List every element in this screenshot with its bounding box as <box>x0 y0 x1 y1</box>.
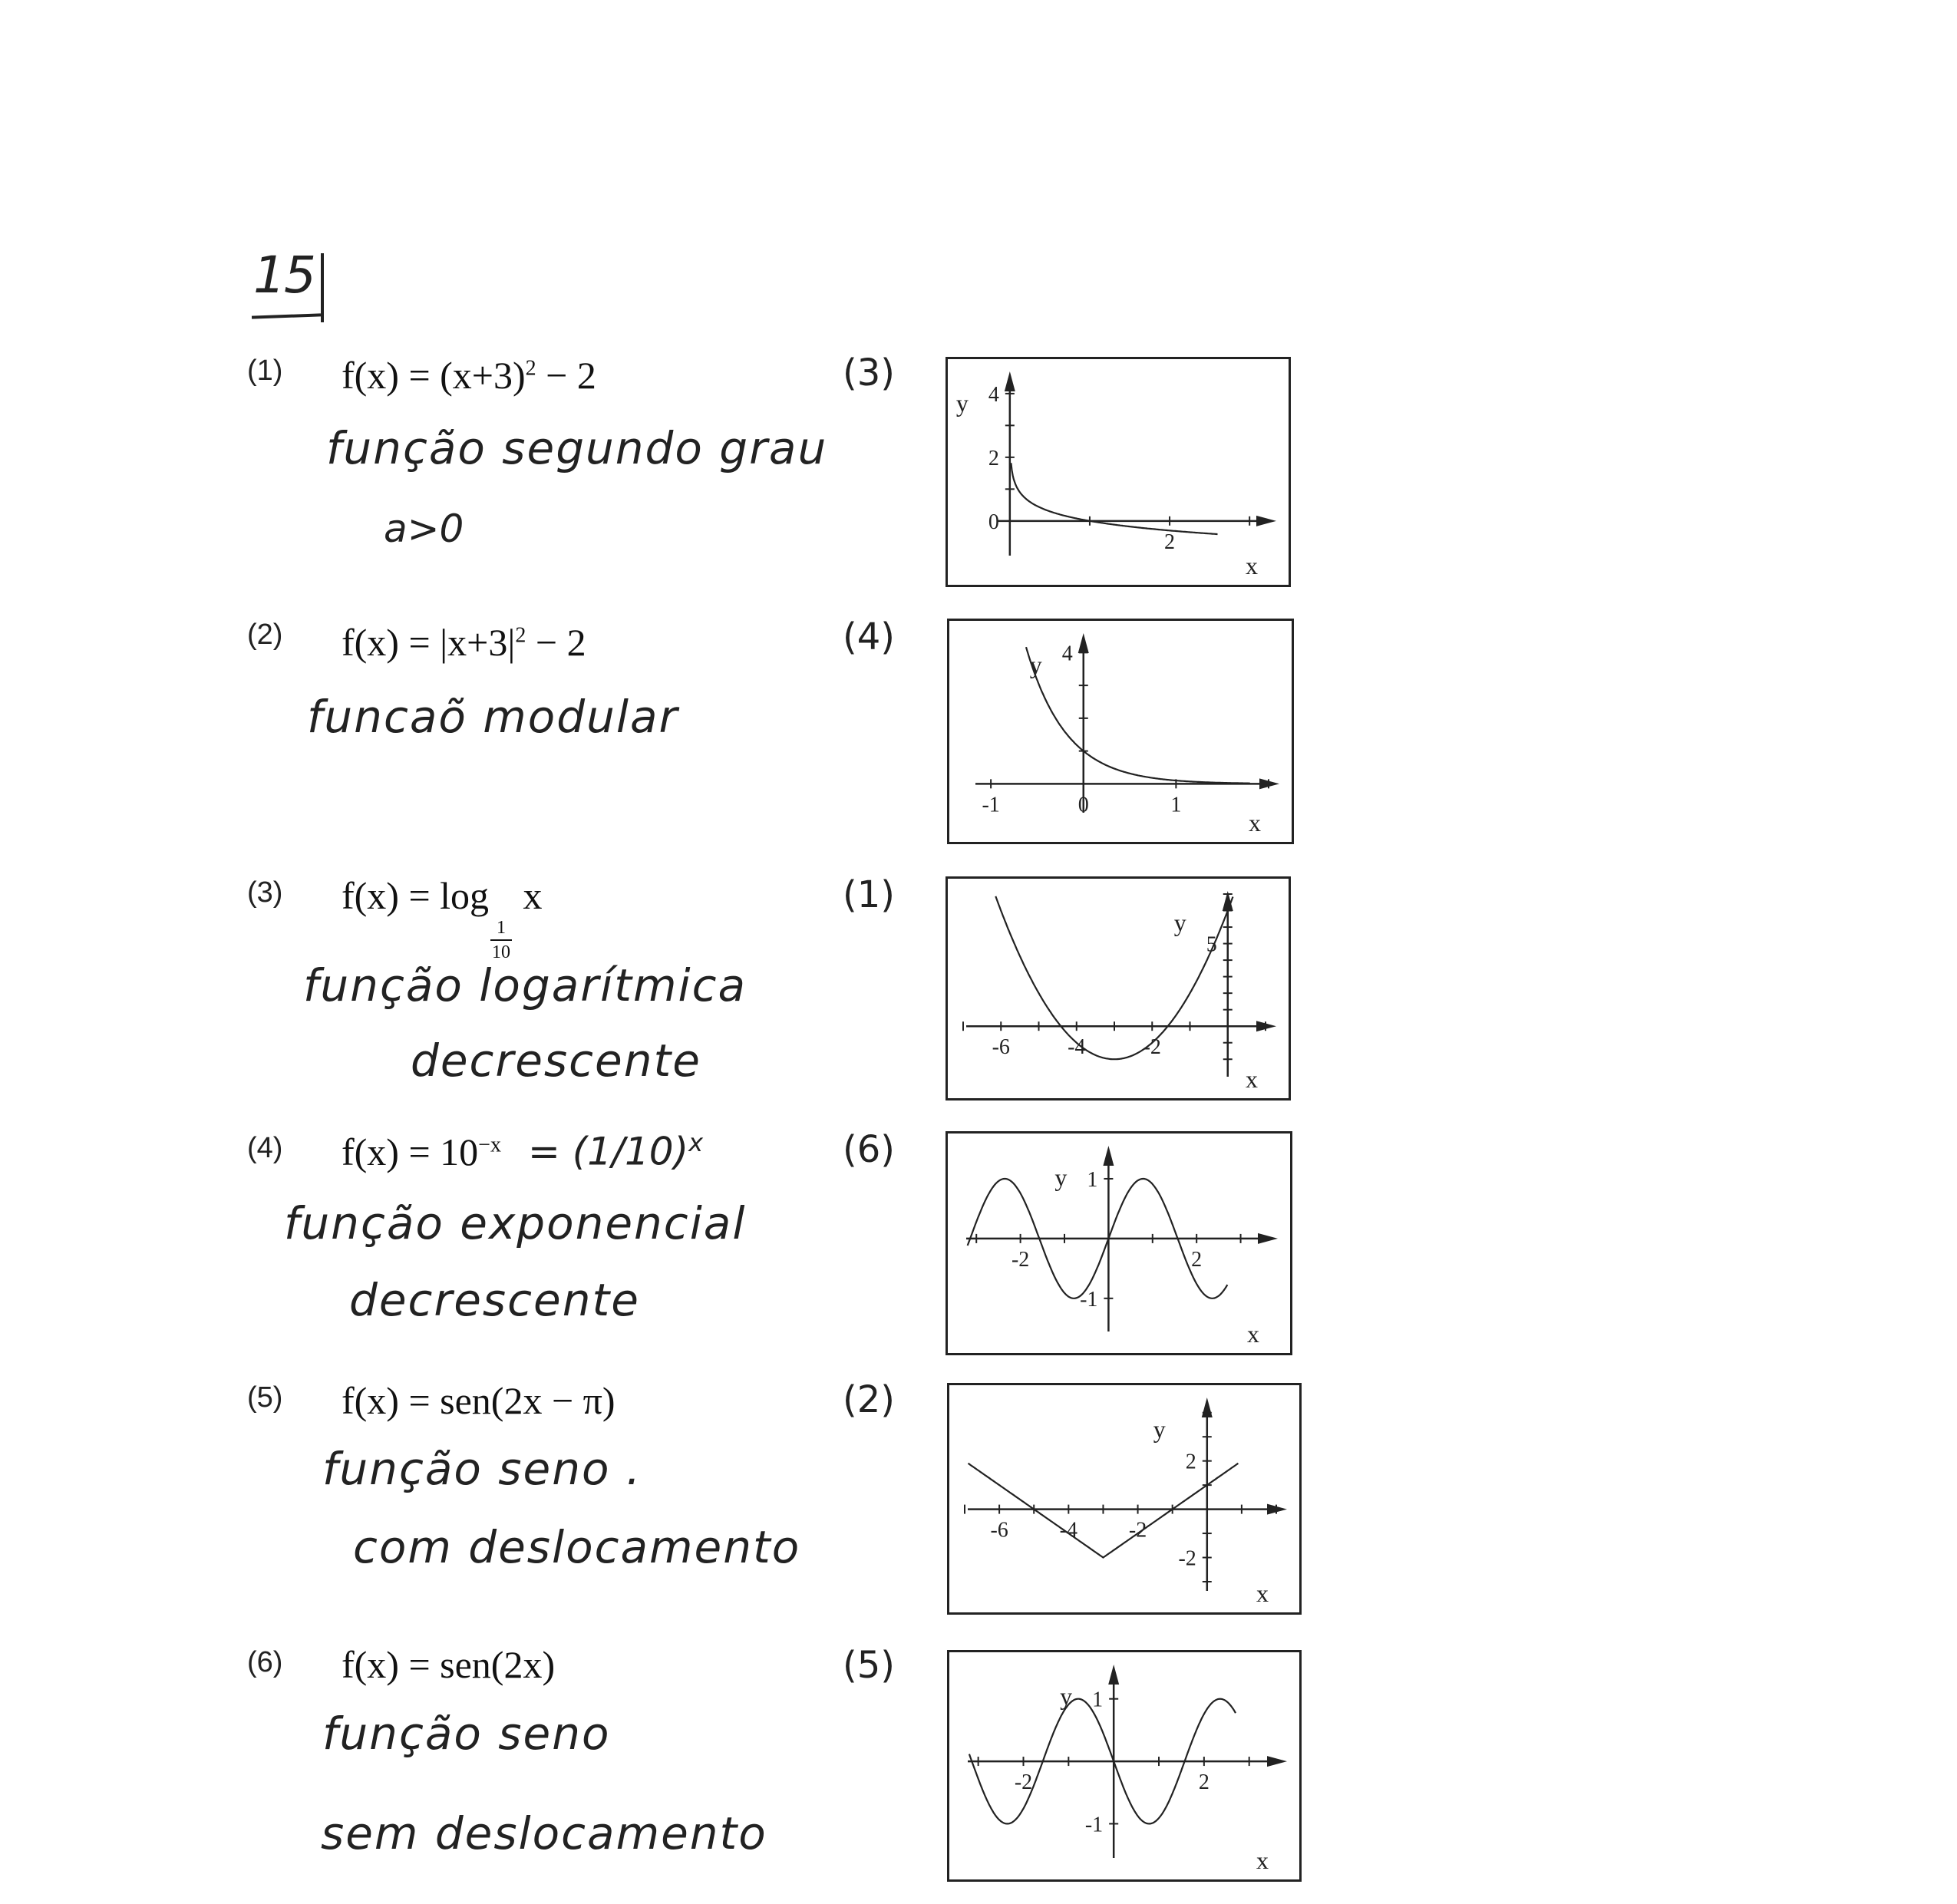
handwritten-note: função exponencial <box>284 1197 747 1249</box>
handwritten-note: = $(1/10)^x$ <box>528 1128 704 1174</box>
graph-sine-shifted <box>949 1652 1299 1879</box>
y-tick-label: 1 <box>1092 1688 1104 1712</box>
problem-number: 15 <box>253 246 315 305</box>
graph-panel <box>947 1650 1302 1882</box>
y-axis-arrow <box>1202 1397 1213 1417</box>
x-axis-label: x <box>1247 1320 1259 1348</box>
graph-exponential-decreasing <box>949 621 1292 842</box>
item-index: (6) <box>247 1646 283 1678</box>
handwritten-note: decrescente <box>349 1274 640 1326</box>
y-axis-arrow <box>1005 371 1015 391</box>
function-curve <box>1011 463 1217 534</box>
y-axis-arrow <box>1103 1146 1114 1166</box>
formula: $f(x) = 10^{-x}$ <box>342 1130 501 1173</box>
formula: f(x) = log $\frac{1}{10}$ x <box>342 874 543 962</box>
y-axis-label: y <box>1153 1415 1166 1443</box>
match-label: (4) <box>843 615 895 658</box>
item-index: (5) <box>247 1381 283 1414</box>
graph-panel <box>947 619 1294 844</box>
y-tick-label: -2 <box>1178 1546 1196 1571</box>
y-axis-arrow <box>1078 633 1089 653</box>
item-index: (3) <box>247 876 283 909</box>
y-axis-label: y <box>955 389 969 417</box>
handwritten-note: função logarítmica <box>303 959 747 1011</box>
x-tick-label: -6 <box>990 1518 1008 1543</box>
item-index: (4) <box>247 1132 283 1164</box>
y-tick-label: -1 <box>1084 1813 1104 1837</box>
graph-panel <box>945 357 1291 587</box>
graph-panel <box>945 1131 1292 1355</box>
y-tick-label: 0 <box>988 510 999 534</box>
problem-number-underline <box>252 313 321 318</box>
y-tick-label: 4 <box>1061 642 1073 666</box>
match-label: (6) <box>843 1128 895 1171</box>
match-label: (3) <box>843 351 895 394</box>
x-axis-label: x <box>1246 552 1258 579</box>
graph-panel <box>945 876 1291 1100</box>
x-tick-label: -4 <box>1059 1518 1078 1543</box>
problem-number-bracket <box>321 253 324 322</box>
x-tick-label: -1 <box>982 793 1000 817</box>
x-axis-arrow <box>1267 1756 1287 1767</box>
y-tick-label: 1 <box>1087 1167 1098 1192</box>
y-axis-arrow <box>1108 1665 1119 1685</box>
x-axis-arrow <box>1256 516 1276 526</box>
x-tick-label: 0 <box>1078 793 1089 817</box>
y-tick-label: 2 <box>1185 1450 1196 1474</box>
y-tick-label: -1 <box>1080 1287 1098 1312</box>
graph-sine <box>948 1133 1290 1353</box>
graph-absolute-value <box>949 1385 1299 1612</box>
y-axis-label: y <box>1060 1682 1073 1710</box>
handwritten-note: a>0 <box>384 507 464 551</box>
formula: f(x) = sen(2x − π) <box>342 1379 615 1422</box>
handwritten-note: decrescente <box>411 1034 701 1087</box>
x-tick-label: -6 <box>992 1035 1010 1060</box>
item-index: (1) <box>247 355 283 387</box>
item-index: (2) <box>247 619 283 651</box>
x-axis-label: x <box>1246 1065 1258 1093</box>
handwritten-note: função seno . <box>322 1443 642 1495</box>
x-axis-label: x <box>1256 1579 1269 1607</box>
handwritten-note: com deslocamento <box>353 1521 801 1573</box>
x-tick-label: -2 <box>1143 1035 1161 1060</box>
x-axis-label: x <box>1256 1846 1269 1874</box>
match-label: (1) <box>843 873 895 916</box>
handwritten-note: funcaõ modular <box>307 691 679 743</box>
y-axis-label: y <box>1029 651 1042 678</box>
match-label: (2) <box>843 1378 895 1421</box>
handwritten-note: função seno <box>322 1708 611 1760</box>
function-curve <box>995 896 1233 1059</box>
handwritten-note: função segundo grau <box>326 422 828 474</box>
x-tick-label: -2 <box>1011 1247 1030 1272</box>
y-axis-label: y <box>1054 1163 1068 1191</box>
graph-panel <box>947 1383 1302 1615</box>
x-tick-label: -2 <box>1128 1518 1147 1543</box>
formula: $f(x) = (x+3)^2 - 2$ <box>342 354 596 397</box>
x-tick-label: 2 <box>1191 1247 1203 1272</box>
handwritten-note: sem deslocamento <box>321 1807 767 1859</box>
formula: f(x) = sen(2x) <box>342 1643 556 1686</box>
x-tick-label: 2 <box>1164 530 1176 554</box>
x-tick-label: 2 <box>1198 1770 1210 1795</box>
x-tick-label: -4 <box>1068 1035 1086 1060</box>
y-tick-label: 2 <box>988 446 999 470</box>
formula: $f(x) = |x+3|^2 - 2$ <box>342 621 586 664</box>
y-axis-label: y <box>1173 909 1186 936</box>
y-tick-label: 5 <box>1206 932 1217 957</box>
x-axis-arrow <box>1258 1233 1278 1244</box>
y-tick-label: 4 <box>988 382 999 407</box>
x-tick-label: -2 <box>1014 1770 1033 1795</box>
graph-parabola <box>948 879 1289 1098</box>
x-axis-label: x <box>1249 809 1261 837</box>
match-label: (5) <box>843 1644 895 1687</box>
graph-log-decreasing <box>948 359 1289 585</box>
x-tick-label: 1 <box>1170 793 1182 817</box>
function-curve <box>1026 647 1250 784</box>
